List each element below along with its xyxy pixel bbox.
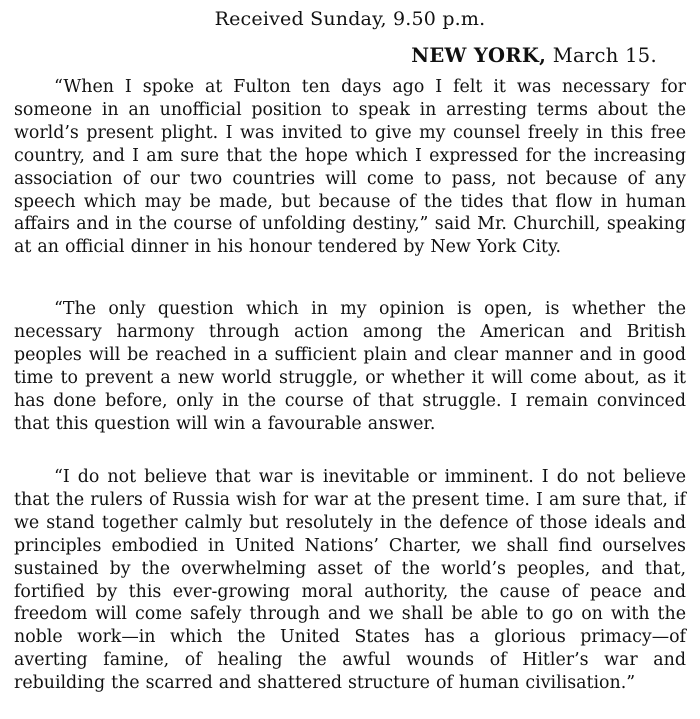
paragraph-1: “When I spoke at Fulton ten days ago I felt it was necessary for someone in an unofficial position to speak in arresting terms about the world’s present plight. I was invited to give my counsel freely in this free country, and I am sure that the hope which I expressed for the increasing association of our two countries will come to pass, not because of any speech which may be made, but because of the tides that flow in human affairs and in the course of unfolding destiny,” said Mr. Churchill, speaking at an official dinner in his honour tendered by New York City. bbox=[14, 77, 686, 258]
location-date: March 15. bbox=[552, 44, 657, 67]
location-line bbox=[411, 44, 657, 67]
paragraph-2: “The only question which in my opinion is open, is whether the necessary harmony through action among the American and British peoples will be reached in a sufficient plain and clear manner and in good time to prevent a new world struggle, or whether it will come about, as it has done before, only in the course of that struggle. I remain convinced that this question will win a favourable answer. bbox=[14, 299, 686, 434]
location-city: NEW YORK, bbox=[411, 44, 547, 67]
paragraph-3: “I do not believe that war is inevitable or imminent. I do not believe that the rulers of Russia wish for war at the present time. I am sure that, if we stand together calmly but resolutely in the defence of those ideals and principles embodied in United Nations’ Charter, we shall find ourselves sustained by the overwhelming asset of the world’s peoples, and that, fortified by this ever-growing moral authority, the cause of peace and freedom will come safely through and we shall be able to go on with the noble work—in which the United States has a glorious primacy—of averting famine, of healing the awful wounds of Hitler’s war and rebuilding the scarred and shattered structure of human civilisation.” bbox=[14, 467, 686, 694]
dateline: Received Sunday, 9.50 p.m. bbox=[214, 8, 486, 30]
